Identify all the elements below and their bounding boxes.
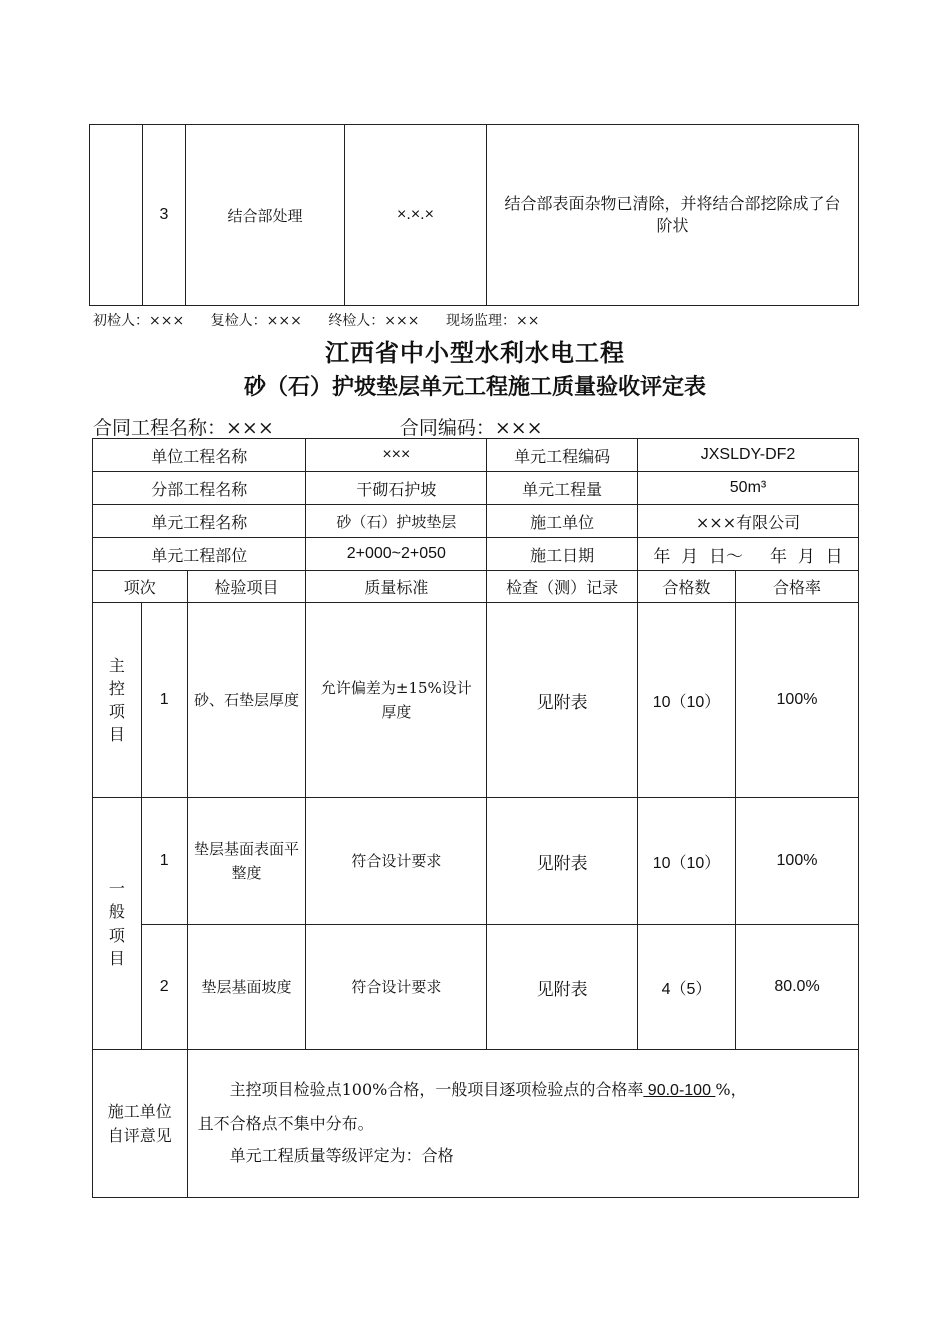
table-row — [93, 925, 859, 1050]
header-standard: 质量标准 — [306, 571, 487, 603]
inspection-item: 垫层基面表面平整度 — [187, 798, 306, 925]
opinion-pass-rate: 90.0-100 — [643, 1081, 716, 1099]
table-header-row — [93, 571, 859, 603]
opinion-line2: 且不合格点不集中分布。 — [197, 1113, 374, 1133]
opinion-line1-suffix: %， — [715, 1079, 747, 1099]
header-count: 合格数 — [638, 571, 736, 603]
evaluation-table — [92, 438, 859, 1198]
opinion-line3: 单元工程质量等级评定为：合格 — [229, 1146, 454, 1166]
sub-project-value: 干砌石护坡 — [306, 472, 487, 505]
element-location-label: 单元工程部位 — [93, 538, 306, 571]
continued-table — [89, 124, 859, 306]
inspection-record: 见附表 — [487, 798, 638, 925]
element-name-label: 单元工程名称 — [93, 505, 306, 538]
blank-cell — [90, 125, 143, 306]
contract-name: 合同工程名称：××× — [93, 417, 274, 439]
inspection-record: 结合部表面杂物已清除，并将结合部挖除成了台阶状 — [487, 125, 859, 306]
element-qty-label: 单元工程量 — [487, 472, 638, 505]
general-label: 一般项目 — [108, 879, 125, 968]
contract-line — [93, 413, 543, 440]
main-control-label: 主控项目 — [108, 655, 125, 745]
contractor-value: ×××有限公司 — [638, 505, 859, 538]
inspection-record: 见附表 — [487, 925, 638, 1050]
main-control-group — [93, 603, 142, 798]
page-subtitle: 砂（石）护坡垫层单元工程施工质量验收评定表 — [243, 375, 706, 400]
table-row — [93, 798, 859, 925]
table-row — [93, 603, 859, 798]
general-group — [93, 798, 142, 1050]
sub-project-label: 分部工程名称 — [93, 472, 306, 505]
table-row — [93, 538, 859, 571]
inspection-item: 砂、石垫层厚度 — [187, 603, 306, 798]
row-no: 1 — [141, 603, 187, 798]
site-supervisor: 现场监理：×× — [445, 313, 540, 329]
inspection-item: 结合部处理 — [186, 125, 345, 306]
construction-date-value: 年 月 日～ 年 月 日 — [638, 538, 859, 571]
element-code-label: 单元工程编码 — [487, 439, 638, 472]
pass-rate: 100% — [736, 798, 859, 925]
self-evaluation-label: 施工单位自评意见 — [93, 1050, 188, 1198]
contractor-label: 施工单位 — [487, 505, 638, 538]
table-row — [93, 439, 859, 472]
signers-line — [93, 310, 561, 330]
quality-standard: ×.×.× — [345, 125, 487, 306]
quality-standard: 允许偏差为±15%设计厚度 — [306, 603, 487, 798]
table-row — [90, 125, 859, 306]
pass-count: 10（10） — [638, 603, 736, 798]
table-row — [93, 472, 859, 505]
table-row — [93, 505, 859, 538]
pass-count: 10（10） — [638, 798, 736, 925]
row-seq: 3 — [143, 125, 186, 306]
header-record: 检查（测）记录 — [487, 571, 638, 603]
element-qty-value: 50m³ — [638, 472, 859, 505]
row-no: 2 — [141, 925, 187, 1050]
final-inspector: 终检人：××× — [328, 313, 420, 329]
construction-date-label: 施工日期 — [487, 538, 638, 571]
row-no: 1 — [141, 798, 187, 925]
pass-rate: 100% — [736, 603, 859, 798]
pass-count: 4（5） — [638, 925, 736, 1050]
header-seq: 项次 — [93, 571, 188, 603]
page-title: 江西省中小型水利水电工程 — [325, 339, 625, 367]
pass-rate: 80.0% — [736, 925, 859, 1050]
table-row — [93, 1050, 859, 1198]
element-name-value: 砂（石）护坡垫层 — [306, 505, 487, 538]
element-code-value: JXSLDY-DF2 — [638, 439, 859, 472]
inspection-item: 垫层基面坡度 — [187, 925, 306, 1050]
unit-project-value: ××× — [306, 439, 487, 472]
element-location-value: 2+000~2+050 — [306, 538, 487, 571]
header-item: 检验项目 — [187, 571, 306, 603]
contract-code: 合同编码：××× — [399, 417, 543, 439]
quality-standard: 符合设计要求 — [306, 798, 487, 925]
self-evaluation-opinion — [187, 1050, 858, 1198]
unit-project-label: 单位工程名称 — [93, 439, 306, 472]
opinion-line1-prefix: 主控项目检验点100%合格，一般项目逐项检验点的合格率 — [229, 1079, 644, 1099]
header-rate: 合格率 — [736, 571, 859, 603]
inspection-record: 见附表 — [487, 603, 638, 798]
initial-inspector: 初检人：××× — [93, 313, 185, 329]
quality-standard: 符合设计要求 — [306, 925, 487, 1050]
re-inspector: 复检人：××× — [210, 313, 302, 329]
